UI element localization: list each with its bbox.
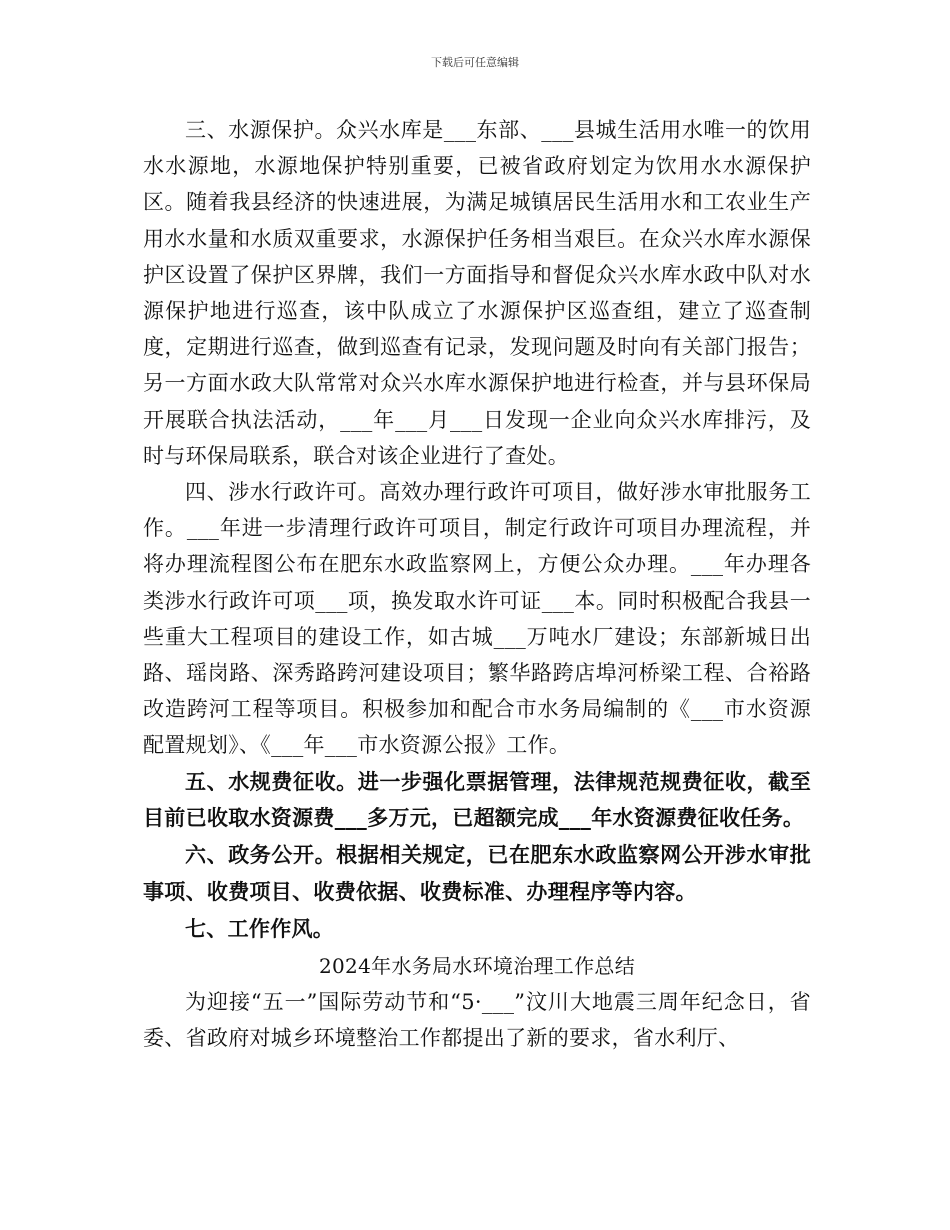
paragraph-government-affairs: 六、政务公开。根据相关规定，已在肥东水政监察网公开涉水审批事项、收费项目、收费依据、收费标准、办理程序等内容。 (143, 842, 811, 905)
paragraph-administrative-permits: 四、涉水行政许可。高效办理行政许可项目，做好涉水审批服务工作。___年进一步清理行政许可项目，制定行政许可项目办理流程，并将办理流程图公布在肥东水政监察网上，方便公众办理。___年办理各类涉水行政许可项___项，换发取水许可证___本。同时积极配合我县一些重大工程项目的建设工作，如古城___万吨水厂建设；东部新城日出路、瑶岗路、深秀路跨河建设项目；繁华路跨店埠河桥梁工程、合裕路改造跨河工程等项目。积极参加和配合市水务局编制的《___市水资源配置规划》、《___年___市水资源公报》工作。 (143, 480, 811, 758)
paragraph-fee-collection: 五、水规费征收。进一步强化票据管理，法律规范规费征收，截至目前已收取水资源费___多万元，已超额完成___年水资源费征收任务。 (143, 768, 811, 831)
document-body (143, 112, 811, 1056)
page-header: 下载后可任意编辑 (431, 56, 519, 69)
paragraph-work-style: 七、工作作风。 (185, 915, 335, 941)
document-title: 2024年水务局水环境治理工作总结 (319, 953, 635, 978)
paragraph-intro: 为迎接“五一”国际劳动节和“5·___”汶川大地震三周年纪念日，省委、省政府对城乡环境整治工作都提出了新的要求，省水利厅、 (143, 989, 811, 1051)
paragraph-water-source-protection: 三、水源保护。众兴水库是___东部、___县城生活用水唯一的饮用水水源地，水源地保护特别重要，已被省政府划定为饮用水水源保护区。随着我县经济的快速进展，为满足城镇居民生活用水和工农业生产用水水量和水质双重要求，水源保护任务相当艰巨。在众兴水库水源保护区设置了保护区界牌，我们一方面指导和督促众兴水库水政中队对水源保护地进行巡查，该中队成立了水源保护区巡查组，建立了巡查制度，定期进行巡查，做到巡查有记录，发现问题及时向有关部门报告；另一方面水政大队常常对众兴水库水源保护地进行检查，并与县环保局开展联合执法活动，___年___月___日发现一企业向众兴水库排污，及时与环保局联系，联合对该企业进行了查处。 (143, 118, 811, 468)
